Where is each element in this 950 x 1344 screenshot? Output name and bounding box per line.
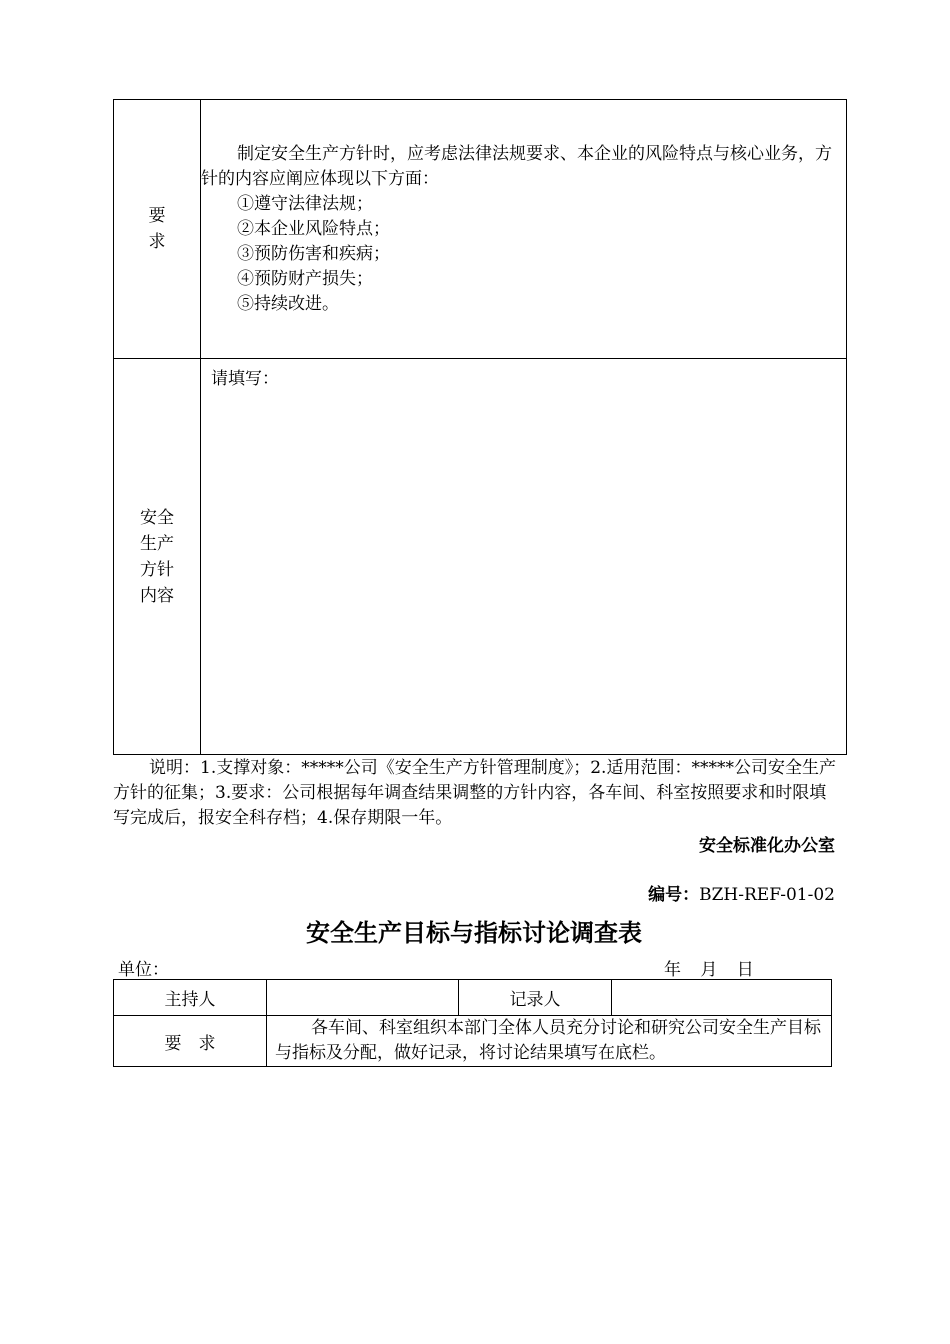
- requirement2-label: 要 求: [114, 1016, 267, 1067]
- requirement2-text: 各车间、科室组织本部门全体人员充分讨论和研究公司安全生产目标与指标及分配，做好记录，将讨论结果填写在底栏。: [267, 1016, 832, 1067]
- office-signature: 安全标准化办公室: [699, 836, 835, 856]
- unit-label: 单位：: [118, 960, 169, 980]
- document-code: [113, 880, 835, 905]
- requirement-item-1: ①遵守法律法规；: [237, 193, 373, 214]
- date-label: 年 月 日: [664, 960, 754, 980]
- content-label-line2: 生产: [140, 533, 174, 554]
- requirement-item-5: ⑤持续改进。: [237, 293, 339, 314]
- code-value: BZH-REF-01-02: [699, 885, 835, 905]
- requirement-intro: 制定安全生产方针时，应考虑法律法规要求、本企业的风险特点与核心业务，方针的内容应阐应体现以下方面：: [201, 143, 832, 189]
- discussion-table: [113, 979, 832, 1067]
- content-label-cell: [114, 359, 201, 755]
- code-label: 编号：: [648, 885, 700, 905]
- requirement-row: [114, 100, 847, 359]
- host-recorder-row: [114, 980, 832, 1016]
- requirement2-row: [114, 1016, 832, 1067]
- content-label-line1: 安全: [140, 507, 174, 528]
- fill-prompt: 请填写：: [211, 369, 279, 389]
- requirement-text-cell: [201, 100, 847, 359]
- form-title: 安全生产目标与指标讨论调查表: [306, 919, 642, 947]
- content-label-line3: 方针: [140, 559, 174, 580]
- policy-content-input-area[interactable]: [201, 359, 847, 755]
- requirement-item-4: ④预防财产损失；: [237, 268, 373, 289]
- requirement-label-cell: [114, 100, 201, 359]
- content-label-line4: 内容: [140, 585, 174, 606]
- host-label: 主持人: [114, 980, 267, 1016]
- content-row: [114, 359, 847, 755]
- policy-table: [113, 99, 847, 755]
- requirement-label-line2: 求: [148, 232, 166, 252]
- host-input[interactable]: [267, 980, 459, 1016]
- explanation-note: 说明：1.支撑对象：*****公司《安全生产方针管理制度》；2.适用范围：*****公司安全生产方针的征集；3.要求：公司根据每年调查结果调整的方针内容，各车间、科室按照要求和时限填写完成后，报安全科存档；4.保存期限一年。: [113, 758, 836, 828]
- requirement-label-line1: 要: [148, 206, 166, 226]
- requirement-item-2: ②本企业风险特点；: [237, 218, 390, 239]
- recorder-input[interactable]: [612, 980, 832, 1016]
- recorder-label: 记录人: [459, 980, 612, 1016]
- requirement-item-3: ③预防伤害和疾病；: [237, 243, 390, 264]
